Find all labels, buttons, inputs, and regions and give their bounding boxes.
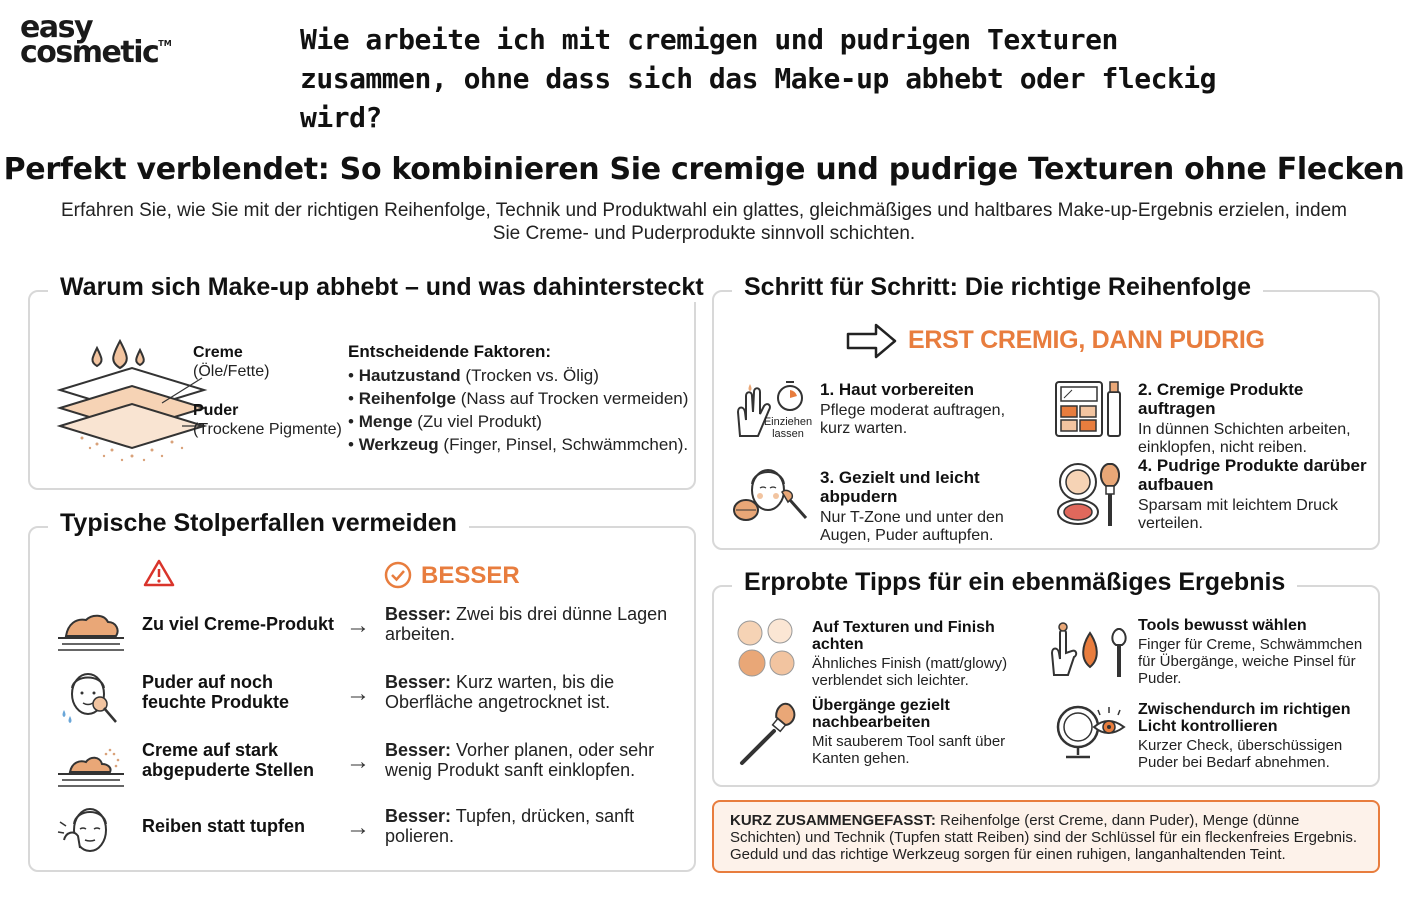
pitfall-fix: Besser: Vorher planen, oder sehr wenig Produkt sanft einklopfen. [385, 740, 655, 780]
creme-label: Creme [193, 344, 243, 361]
pitfall-problem: Creme auf stark abgepuderte Stellen [142, 740, 315, 780]
einziehen-label: Einziehen lassen [763, 416, 813, 440]
summary-label: KURZ ZUSAMMENGEFASST: [730, 812, 936, 829]
better-label: BESSER [421, 562, 520, 589]
powder-puff-icon [56, 734, 126, 794]
pitfall-row [30, 796, 698, 862]
page-title: Perfekt verblendet: So kombinieren Sie cremige und pudrige Texturen ohne Flecken [3, 152, 1405, 187]
page-subtitle: Erfahren Sie, wie Sie mit der richtigen Reihenfolge, Technik und Produktwahl ein glattes, gleichmäßiges und haltbares Make-up-Ergebnis erzielen, indem Sie Creme- und Puderprodukte sinnvoll schichten. [60, 200, 1347, 244]
compact-brush-icon [1054, 460, 1130, 530]
summary-text: KURZ ZUSAMMENGEFASST: Reihenfolge (erst Creme, dann Puder), Menge (dünne Schichten) und Technik (Tupfen statt Reiben) sind der Schlüssel für ein fleckenfreies Ergebnis. Geduld und das richtige Werkzeug sorgen für einen ruhigen, langanhaltenden Teint. [730, 812, 1357, 863]
tip-item [812, 697, 1038, 767]
cream-blob-icon [56, 598, 126, 658]
mirror-eye-icon [1050, 701, 1132, 763]
pitfall-problem: Reiben statt tupfen [142, 816, 306, 836]
tip-desc: Mit sauberem Tool sanft über Kanten gehen. [812, 733, 1006, 767]
step-item [820, 380, 1032, 438]
tip-title: Tools bewusst wählen [1138, 617, 1307, 634]
step-desc: Pflege moderat auftragen, kurz warten. [820, 402, 1006, 437]
steps-panel-title: Schritt für Schritt: Die richtige Reihenfolge [732, 273, 1263, 302]
step-item [1138, 456, 1368, 533]
step-desc: In dünnen Schichten arbeiten, einklopfen, nicht reiben. [1138, 421, 1351, 456]
logo-line-2: cosmetic™ [20, 34, 172, 70]
puder-label: Puder [193, 402, 239, 419]
step-title: 3. Gezielt und leicht abpudern [820, 468, 980, 506]
warning-icon [142, 558, 176, 588]
check-circle-icon [384, 561, 412, 589]
arrow-right-outline-icon [846, 322, 898, 360]
step-title: 2. Cremige Produkte auftragen [1138, 380, 1304, 418]
factor-item: • Reihenfolge (Nass auf Trocken vermeiden) [348, 387, 688, 410]
pitfall-row [30, 594, 698, 660]
pitfall-arrow: → [346, 748, 370, 775]
tip-title: Auf Texturen und Finish achten [812, 619, 995, 653]
pitfall-fix: Besser: Tupfen, drücken, sanft polieren. [385, 806, 635, 846]
tip-desc: Kurzer Check, überschüssigen Puder bei Bedarf abnehmen. [1138, 737, 1343, 771]
pitfall-row [30, 730, 698, 796]
pitfall-problem: Zu viel Creme-Produkt [142, 614, 335, 634]
tip-item [1138, 617, 1372, 687]
brand-logo [20, 10, 172, 70]
pitfall-arrow: → [346, 680, 370, 707]
face-tap-icon [56, 800, 126, 860]
pitfall-fix: Besser: Zwei bis drei dünne Lagen arbeiten. [385, 604, 668, 644]
page-question: Wie arbeite ich mit cremigen und pudrigen Texturen zusammen, ohne dass sich das Make-up abhebt oder fleckig wird? [300, 23, 1217, 134]
step-desc: Sparsam mit leichtem Druck verteilen. [1138, 497, 1339, 532]
logo-tm: TM [158, 38, 172, 48]
steps-headline: ERST CREMIG, DANN PUDRIG [908, 326, 1265, 354]
why-panel-title: Warum sich Make-up abhebt – und was dahintersteckt [48, 273, 716, 302]
factor-item: • Hautzustand (Trocken vs. Ölig) [348, 364, 688, 387]
tips-panel-title: Erprobte Tipps für ein ebenmäßiges Ergebnis [732, 568, 1297, 597]
step-desc: Nur T-Zone und unter den Augen, Puder auftupfen. [820, 509, 1004, 544]
tip-item [1138, 701, 1372, 771]
swatches-icon [734, 617, 800, 681]
factor-item: • Werkzeug (Finger, Pinsel, Schwämmchen). [348, 433, 688, 456]
pitfall-row [30, 662, 698, 728]
creme-sub: (Öle/Fette) [193, 363, 270, 380]
tip-item [812, 619, 1038, 689]
hand-sponge-brush-icon [1048, 619, 1134, 681]
step-title: 4. Pudrige Produkte darüber aufbauen [1138, 456, 1367, 494]
pitfall-arrow: → [346, 814, 370, 841]
logo-line-1: easy [20, 10, 93, 45]
factors-list [348, 364, 688, 456]
step-item [1138, 380, 1374, 457]
steps-panel [712, 273, 1380, 550]
face-powder-icon [56, 666, 126, 726]
tip-title: Übergänge gezielt nachbearbeiten [812, 697, 950, 731]
step-title: 1. Haut vorbereiten [820, 380, 974, 399]
pitfalls-panel [28, 509, 696, 872]
puder-sub: (Trockene Pigmente) [193, 421, 342, 438]
pitfall-arrow: → [346, 612, 370, 639]
pitfall-problem: Puder auf noch feuchte Produkte [142, 672, 290, 712]
summary-box [712, 800, 1380, 873]
tips-panel [712, 568, 1380, 787]
pitfalls-panel-title: Typische Stolperfallen vermeiden [48, 509, 469, 538]
why-panel [28, 273, 704, 490]
tip-desc: Ähnliches Finish (matt/glowy) verblendet sich leichter. [812, 655, 1008, 689]
face-brush-icon [732, 462, 814, 528]
palette-tube-icon [1054, 378, 1130, 440]
tip-desc: Finger für Creme, Schwämmchen für Übergänge, weiche Pinsel für Puder. [1138, 636, 1363, 687]
step-item [820, 468, 1042, 545]
factors-heading: Entscheidende Faktoren: [348, 342, 552, 361]
tip-title: Zwischendurch im richtigen Licht kontrollieren [1138, 701, 1351, 735]
factor-item: • Menge (Zu viel Produkt) [348, 410, 688, 433]
pitfall-fix: Besser: Kurz warten, bis die Oberfläche angetrocknet ist. [385, 672, 615, 712]
brush-icon [736, 701, 802, 767]
